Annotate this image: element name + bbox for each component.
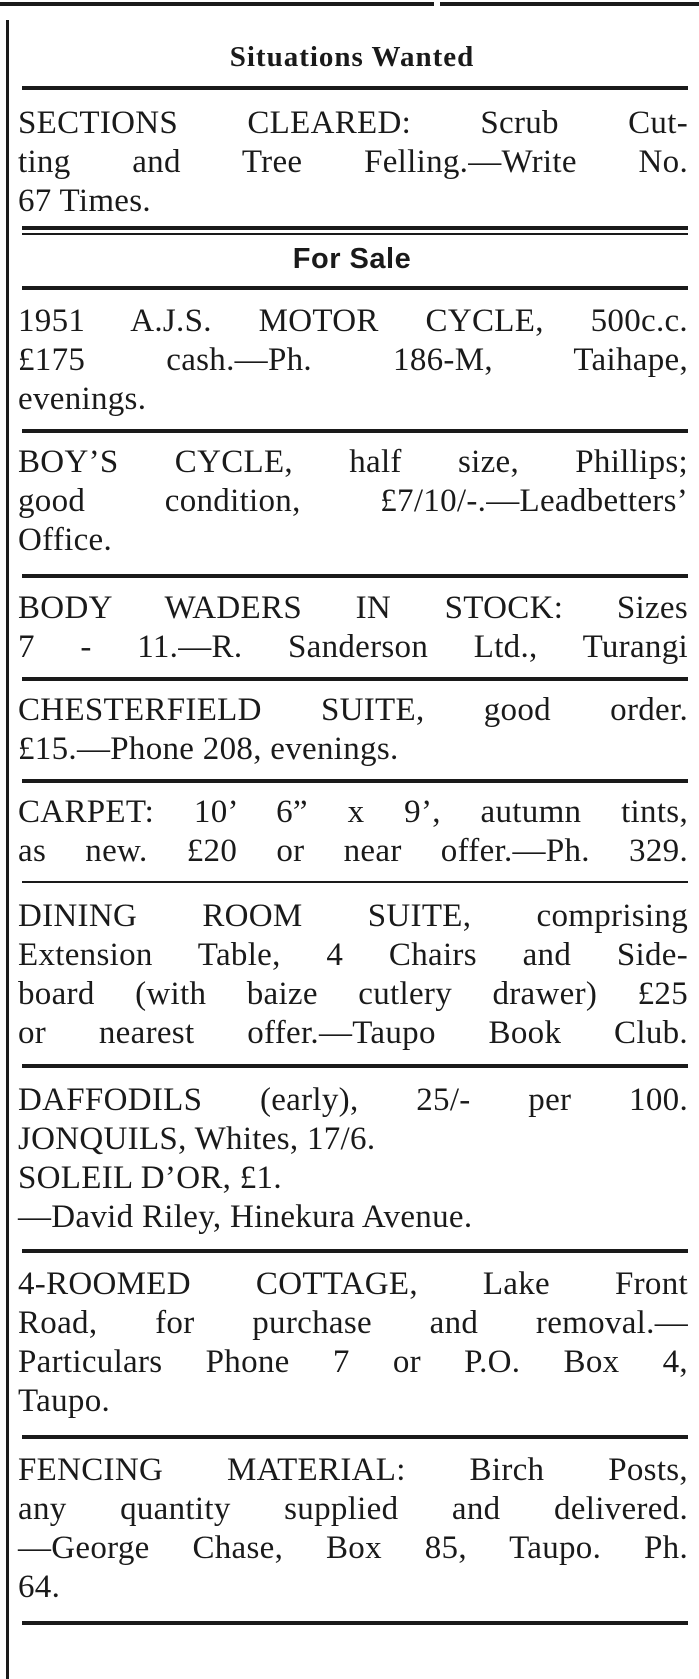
ad-fencing-material: [12, 1451, 692, 1607]
ad-chesterfield-suite: [12, 691, 692, 769]
ad-line: BODY WADERS IN STOCK: Sizes: [18, 590, 688, 626]
ad-line: DAFFODILS (early), 25/- per 100.: [18, 1082, 688, 1118]
ad-divider-rule: [22, 1621, 688, 1625]
ad-line: 1951 A.J.S. MOTOR CYCLE, 500c.c.: [18, 303, 688, 339]
ad-daffodils: [12, 1081, 692, 1237]
ad-line: Road, for purchase and removal.—: [18, 1305, 688, 1341]
ad-line: FENCING MATERIAL: Birch Posts,: [18, 1452, 688, 1488]
ad-boys-cycle: [12, 443, 692, 560]
ad-line: £15.—Phone 208, evenings.: [18, 731, 399, 767]
ad-line: Extension Table, 4 Chairs and Side-: [18, 937, 688, 973]
ad-line: CARPET: 10’ 6” x 9’, autumn tints,: [18, 794, 688, 830]
ad-line: Office.: [18, 522, 113, 558]
ad-line: any quantity supplied and delivered.: [18, 1491, 688, 1527]
section-heading-situations-wanted: Situations Wanted: [229, 41, 475, 73]
ad-line: 7 - 11.—R. Sanderson Ltd., Turangi: [18, 629, 688, 665]
ad-line: 64.: [18, 1569, 61, 1605]
ad-dining-room-suite: [12, 897, 692, 1053]
ad-body-waders: [12, 589, 692, 667]
ad-line: CHESTERFIELD SUITE, good order.: [18, 692, 688, 728]
ad-line: 67 Times.: [18, 183, 151, 219]
ad-line: as new. £20 or near offer.—Ph. 329.: [18, 833, 688, 869]
ad-motor-cycle: [12, 302, 692, 419]
ad-line: good condition, £7/10/-.—Leadbetters’: [18, 483, 688, 519]
column-rule: [6, 20, 9, 1679]
ad-sections-cleared: [12, 104, 692, 221]
ad-line: —George Chase, Box 85, Taupo. Ph.: [18, 1530, 688, 1566]
ad-line: Particulars Phone 7 or P.O. Box 4,: [18, 1344, 688, 1380]
section-heading-for-sale: For Sale: [292, 243, 412, 275]
ad-line: board (with baize cutlery drawer) £25: [18, 976, 688, 1012]
ad-line: JONQUILS, Whites, 17/6.: [18, 1121, 376, 1157]
ad-line: DINING ROOM SUITE, comprising: [18, 898, 688, 934]
ad-line: SECTIONS CLEARED: Scrub Cut-: [18, 105, 688, 141]
ad-line: SOLEIL D’OR, £1.: [18, 1160, 282, 1196]
ad-line: evenings.: [18, 381, 147, 417]
ad-line: or nearest offer.—Taupo Book Club.: [18, 1015, 688, 1051]
ad-line: —David Riley, Hinekura Avenue.: [18, 1199, 473, 1235]
ad-line: 4-ROOMED COTTAGE, Lake Front: [18, 1266, 688, 1302]
ad-cottage: [12, 1265, 692, 1421]
ad-line: ting and Tree Felling.—Write No.: [18, 144, 688, 180]
ad-line: BOY’S CYCLE, half size, Phillips;: [18, 444, 688, 480]
ad-carpet: [12, 793, 692, 871]
classifieds-column: [12, 0, 692, 1625]
ad-line: £175 cash.—Ph. 186-M, Taihape,: [18, 342, 688, 378]
ad-line: Taupo.: [18, 1383, 111, 1419]
